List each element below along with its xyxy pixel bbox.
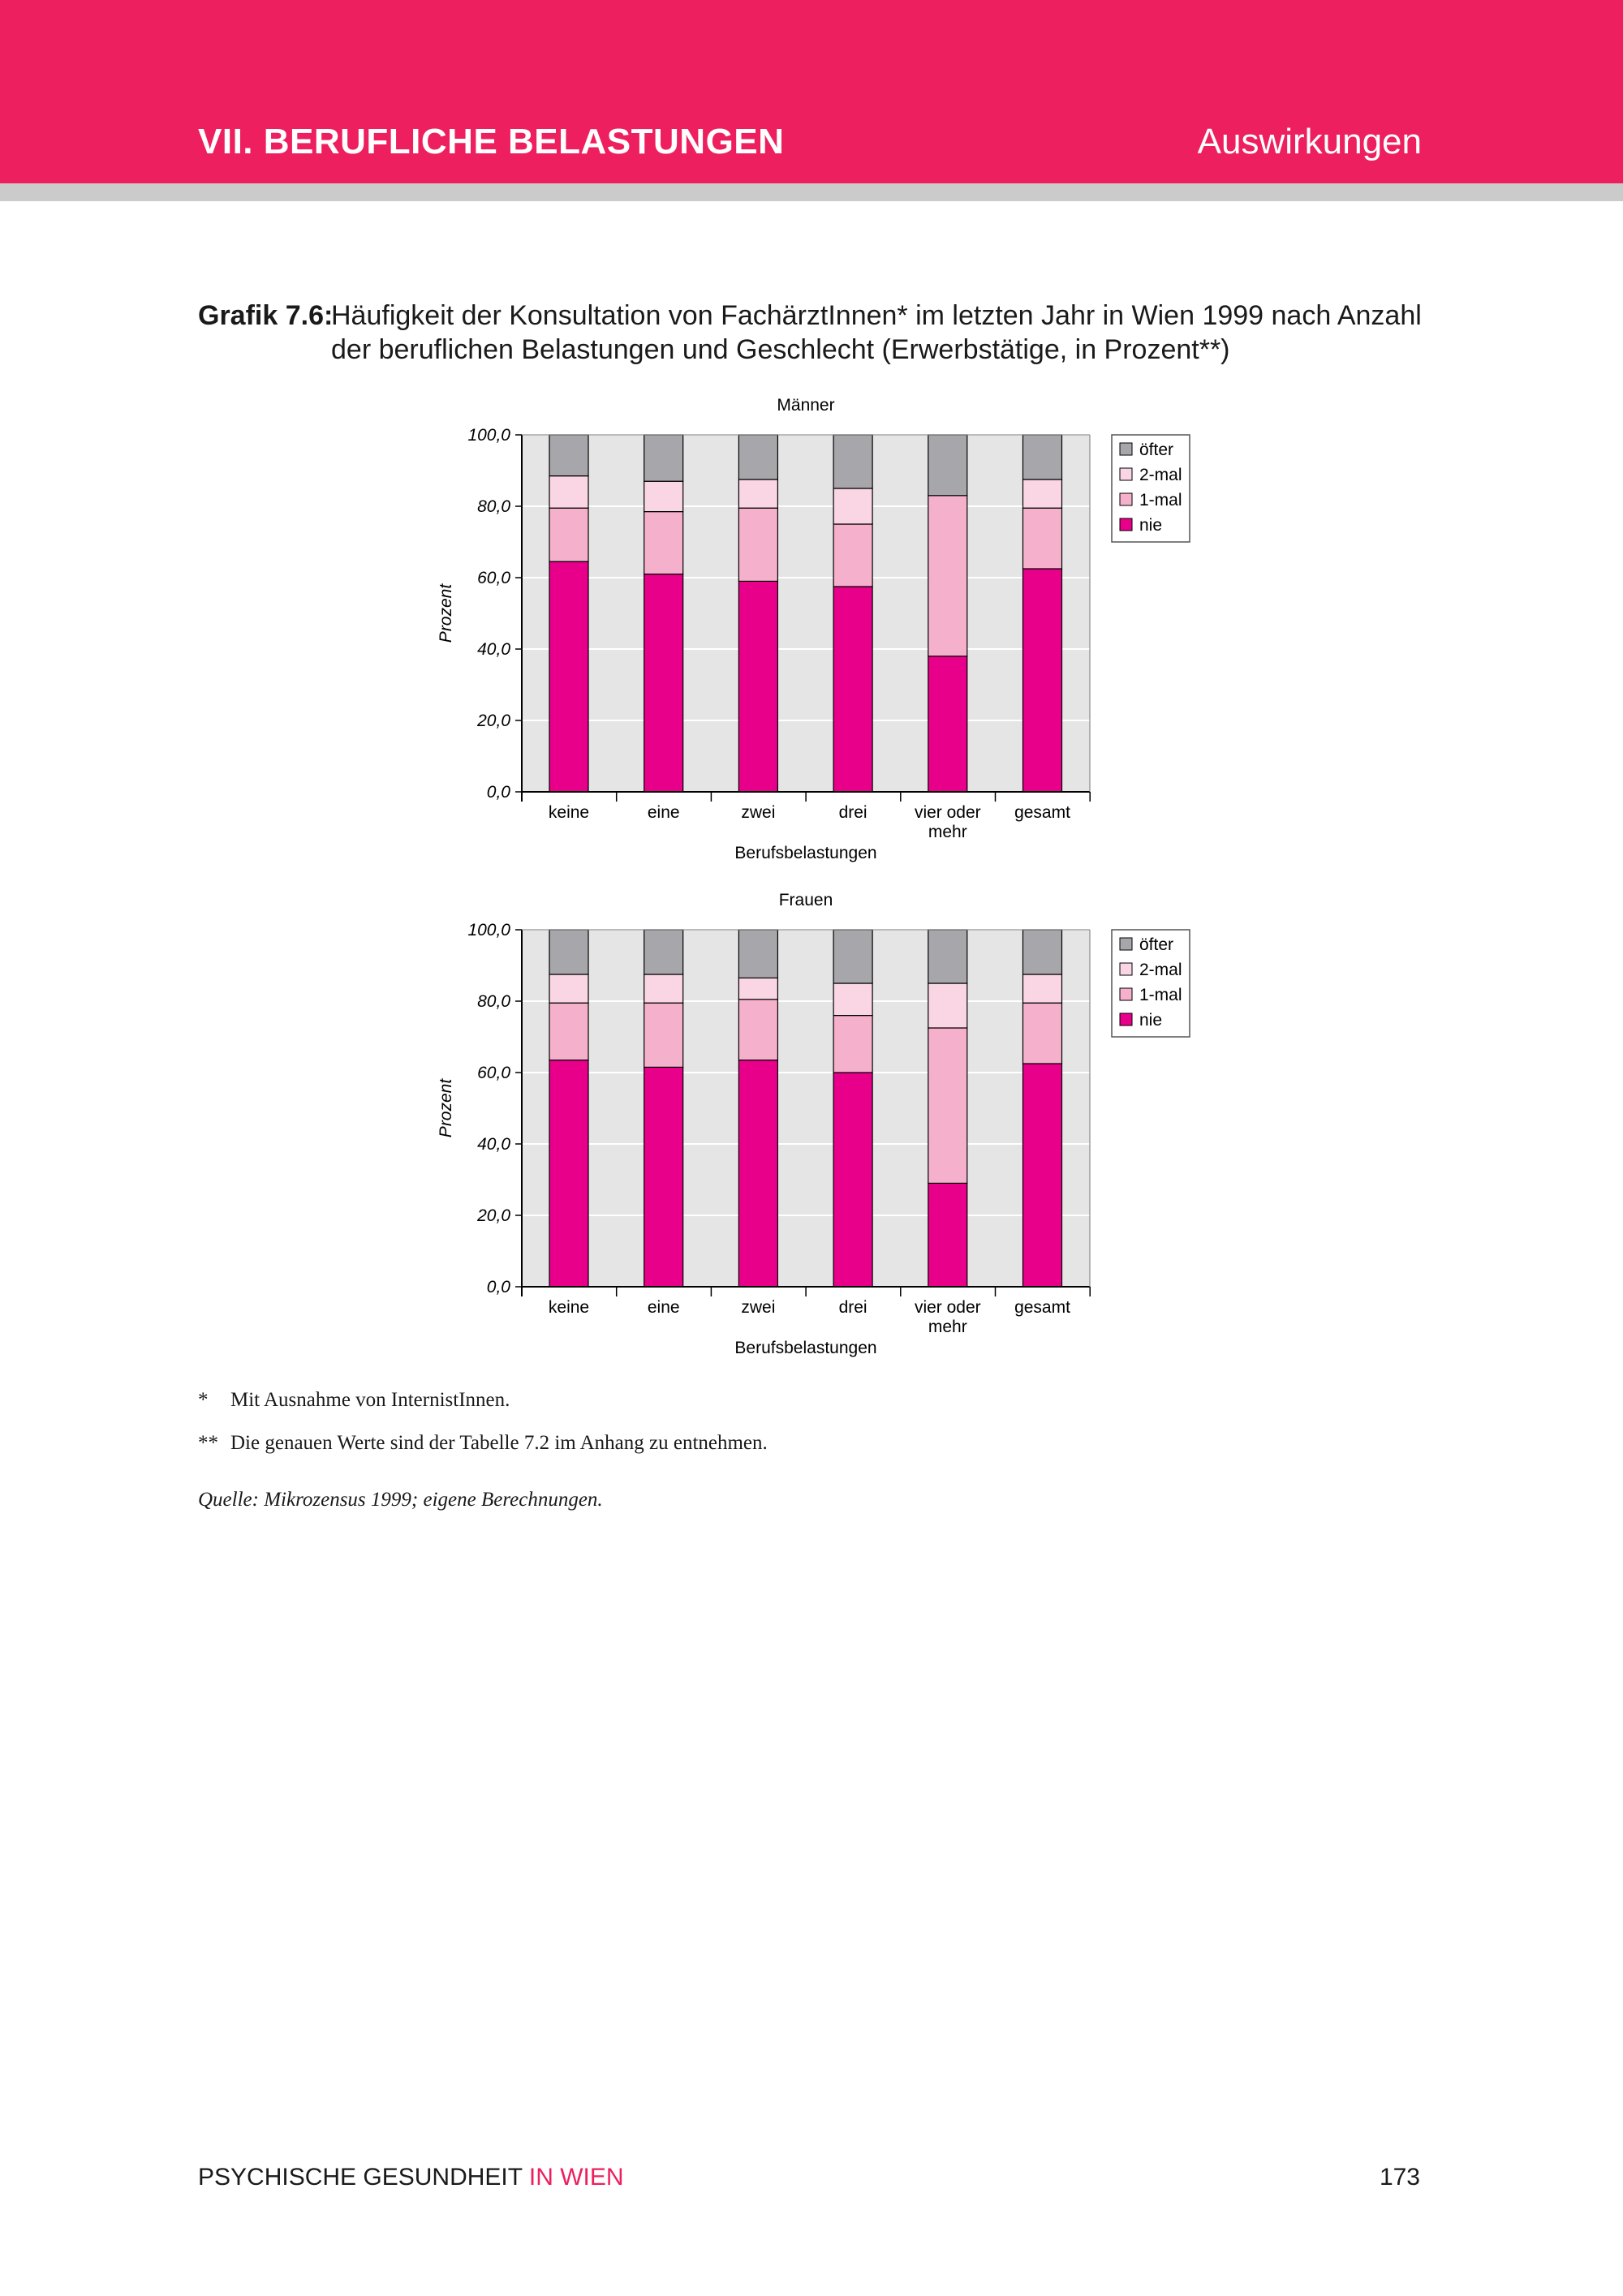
x-tick-label: gesamt	[1014, 803, 1070, 822]
bar-fter-4	[928, 930, 967, 983]
bar-2mal-2	[738, 978, 777, 999]
bar-2mal-0	[549, 974, 588, 1003]
legend-label: 1-mal	[1139, 491, 1182, 510]
x-axis-label: Berufsbelastungen	[734, 844, 877, 862]
chart-maenner-svg	[0, 381, 1623, 868]
caption-label: Grafik 7.6:	[198, 300, 334, 331]
chart-maenner	[0, 381, 1623, 868]
y-tick-label: 0,0	[486, 1278, 510, 1296]
y-tick-label: 80,0	[477, 497, 510, 516]
legend-swatch	[1120, 468, 1132, 480]
bar-nie-1	[644, 574, 683, 792]
bar-1mal-0	[549, 1003, 588, 1060]
x-tick-label: zwei	[741, 1298, 776, 1317]
chart-frauen	[0, 876, 1623, 1363]
y-tick-label: 60,0	[477, 569, 510, 587]
legend-label: nie	[1139, 516, 1163, 535]
legend-swatch	[1120, 1013, 1132, 1025]
bar-2mal-0	[549, 476, 588, 509]
legend-label: nie	[1139, 1011, 1163, 1030]
y-axis-label: Prozent	[437, 1078, 455, 1138]
x-tick-label	[915, 803, 981, 841]
footer-title	[198, 2164, 624, 2191]
bar-fter-0	[549, 435, 588, 476]
x-tick-label: drei	[838, 1298, 867, 1317]
bar-nie-1	[644, 1067, 683, 1287]
legend-swatch	[1120, 443, 1132, 455]
legend-label: öfter	[1139, 441, 1174, 459]
x-tick-label-line: vier oder	[914, 1298, 981, 1317]
legend-label: 1-mal	[1139, 986, 1182, 1004]
bar-nie-0	[549, 1060, 588, 1287]
legend-label: 2-mal	[1139, 466, 1182, 484]
bar-2mal-4	[928, 983, 967, 1028]
bar-1mal-0	[549, 508, 588, 561]
bar-fter-3	[833, 435, 872, 488]
footnote-mark: **	[198, 1432, 218, 1454]
x-tick-label: eine	[647, 803, 680, 822]
legend-swatch	[1120, 988, 1132, 1000]
x-axis-label: Berufsbelastungen	[734, 1339, 877, 1357]
plot-area	[522, 930, 1090, 1287]
bar-fter-5	[1023, 435, 1062, 479]
y-tick-label: 20,0	[477, 1206, 510, 1225]
bar-nie-0	[549, 561, 588, 792]
bar-nie-5	[1023, 569, 1062, 792]
source-note: Quelle: Mikrozensus 1999; eigene Berechnungen.	[198, 1489, 603, 1511]
x-tick-label: keine	[548, 1298, 590, 1317]
x-tick-label: eine	[647, 1298, 680, 1317]
y-tick-label: 80,0	[477, 992, 510, 1011]
caption-text: Häufigkeit der Konsultation von FachärztInnen* im letzten Jahr in Wien 1999 nach Anzahl der beruflichen Belastungen und Geschlecht (Erwerbstätige, in Prozent**)	[331, 300, 1422, 365]
page-number: 173	[1379, 2164, 1420, 2191]
bar-1mal-1	[644, 1003, 683, 1067]
y-tick-label: 20,0	[477, 712, 510, 730]
footer-title-accent: IN WIEN	[528, 2164, 624, 2191]
footnote-text: Die genauen Werte sind der Tabelle 7.2 im Anhang zu entnehmen.	[230, 1432, 768, 1454]
y-tick-label: 0,0	[486, 783, 510, 802]
footnote-text: Mit Ausnahme von InternistInnen.	[230, 1389, 510, 1411]
bar-1mal-3	[833, 1016, 872, 1073]
chart-title: Männer	[777, 396, 835, 415]
bar-nie-4	[928, 1183, 967, 1287]
y-axis-label: Prozent	[437, 583, 455, 643]
header-bar	[0, 0, 1623, 183]
bar-2mal-1	[644, 974, 683, 1003]
x-tick-label: zwei	[741, 803, 776, 822]
bar-2mal-2	[738, 479, 777, 508]
x-tick-label: keine	[548, 803, 590, 822]
bar-fter-2	[738, 930, 777, 978]
header-stripe	[0, 183, 1623, 201]
footnote-mark: *	[198, 1389, 209, 1411]
x-tick-label	[915, 1298, 981, 1336]
bar-1mal-4	[928, 496, 967, 656]
bar-2mal-1	[644, 481, 683, 511]
x-tick-label: gesamt	[1014, 1298, 1070, 1317]
legend-swatch	[1120, 493, 1132, 505]
plot-area	[522, 435, 1090, 792]
y-tick-label: 40,0	[477, 640, 510, 659]
bar-1mal-1	[644, 512, 683, 574]
bar-1mal-3	[833, 524, 872, 587]
bar-nie-4	[928, 656, 967, 792]
y-tick-label: 40,0	[477, 1135, 510, 1154]
legend-swatch	[1120, 518, 1132, 531]
bar-1mal-2	[738, 508, 777, 581]
chapter-title: VII. BERUFLICHE BELASTUNGEN	[198, 122, 785, 161]
bar-1mal-5	[1023, 508, 1062, 569]
bar-fter-4	[928, 435, 967, 496]
bar-fter-2	[738, 435, 777, 479]
bar-2mal-5	[1023, 974, 1062, 1003]
x-tick-label-line: mehr	[928, 1318, 967, 1336]
chart-title: Frauen	[778, 891, 833, 909]
y-tick-label: 100,0	[467, 426, 510, 445]
legend-swatch	[1120, 938, 1132, 950]
bar-fter-5	[1023, 930, 1062, 974]
bar-nie-2	[738, 581, 777, 792]
x-tick-label-line: vier oder	[914, 803, 981, 822]
x-tick-label: drei	[838, 803, 867, 822]
legend-label: 2-mal	[1139, 961, 1182, 979]
bar-nie-2	[738, 1060, 777, 1287]
bar-2mal-3	[833, 488, 872, 524]
bar-2mal-5	[1023, 479, 1062, 508]
bar-fter-1	[644, 435, 683, 481]
bar-nie-3	[833, 1073, 872, 1287]
legend-label: öfter	[1139, 935, 1174, 954]
bar-nie-5	[1023, 1064, 1062, 1287]
bar-1mal-5	[1023, 1003, 1062, 1064]
y-tick-label: 60,0	[477, 1064, 510, 1082]
y-tick-label: 100,0	[467, 921, 510, 939]
legend-swatch	[1120, 963, 1132, 975]
x-tick-label-line: mehr	[928, 823, 967, 841]
bar-fter-0	[549, 930, 588, 974]
bar-fter-3	[833, 930, 872, 983]
bar-nie-3	[833, 587, 872, 792]
bar-1mal-2	[738, 1000, 777, 1060]
bar-1mal-4	[928, 1028, 967, 1183]
chart-frauen-svg	[0, 876, 1623, 1363]
bar-2mal-3	[833, 983, 872, 1016]
section-subtitle: Auswirkungen	[1197, 122, 1422, 161]
bar-fter-1	[644, 930, 683, 974]
footer-title-main: PSYCHISCHE GESUNDHEIT	[198, 2164, 523, 2191]
